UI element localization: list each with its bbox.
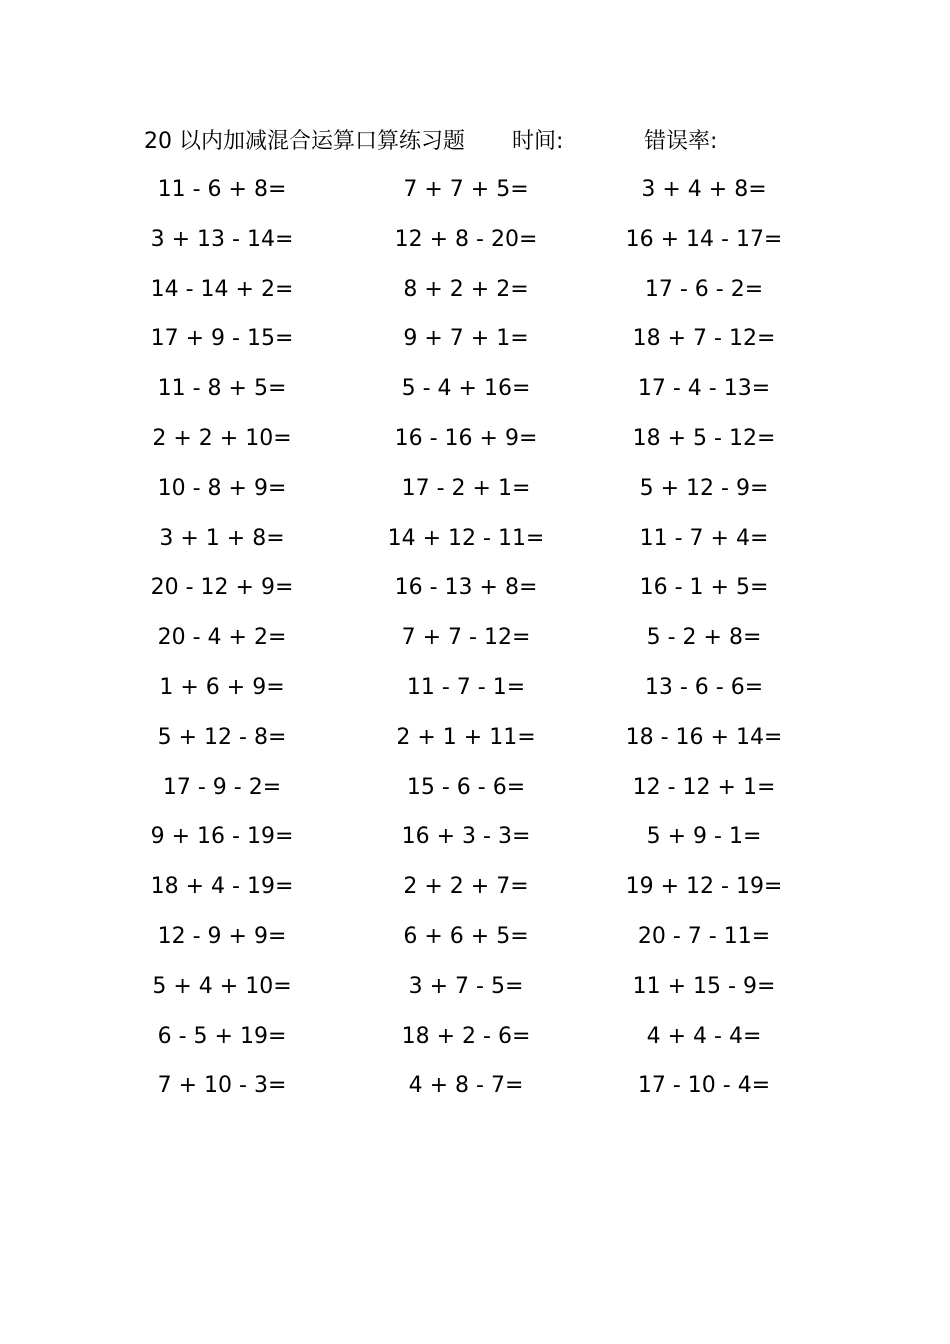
error-rate-label: 错误率: [644,129,718,154]
problem-item: 5 + 12 - 9= [639,475,769,501]
problem-item: 11 - 7 - 1= [406,674,526,700]
problem-item: 18 + 2 - 6= [401,1023,531,1049]
problem-item: 16 + 14 - 17= [625,226,783,252]
problem-item: 9 + 7 + 1= [403,326,529,352]
problem-row [0,768,950,818]
problem-item: 7 + 7 - 12= [401,625,531,651]
problem-item: 13 - 6 - 6= [644,674,764,700]
problem-row [0,319,950,369]
problem-item: 17 + 9 - 15= [150,326,294,352]
problem-item: 3 + 13 - 14= [150,226,294,252]
problem-item: 17 - 2 + 1= [401,475,531,501]
problem-item: 4 + 8 - 7= [408,1073,524,1099]
problem-row [0,170,950,220]
problem-row [0,668,950,718]
problem-item: 17 - 4 - 13= [637,376,771,402]
problem-row [0,568,950,618]
problem-item: 5 + 9 - 1= [646,824,762,850]
problem-item: 18 + 4 - 19= [150,874,294,900]
problem-item: 12 + 8 - 20= [394,226,538,252]
problem-item: 11 + 15 - 9= [632,973,776,999]
problem-item: 10 - 8 + 9= [157,475,287,501]
problem-item: 5 + 4 + 10= [152,973,292,999]
problem-row [0,867,950,917]
problem-item: 8 + 2 + 2= [403,276,529,302]
problem-item: 5 + 12 - 8= [157,724,287,750]
problem-item: 14 - 14 + 2= [150,276,294,302]
problem-item: 5 - 2 + 8= [646,625,762,651]
worksheet-title: 20 以内加减混合运算口算练习题 [144,129,465,154]
problem-row [0,618,950,668]
problem-item: 3 + 4 + 8= [641,177,767,202]
problem-item: 2 + 2 + 10= [152,425,292,451]
problem-item: 20 - 4 + 2= [157,625,287,651]
problem-item: 6 - 5 + 19= [157,1023,287,1049]
problem-item: 4 + 4 - 4= [646,1023,762,1049]
problem-item: 18 + 7 - 12= [632,326,776,352]
problem-item: 12 - 12 + 1= [632,774,776,800]
worksheet-header [0,126,950,158]
problem-item: 12 - 9 + 9= [157,923,287,949]
problem-row [0,1017,950,1067]
problem-item: 7 + 10 - 3= [157,1073,287,1099]
problem-item: 2 + 1 + 11= [396,724,536,750]
problem-item: 16 - 13 + 8= [394,575,538,601]
problem-item: 7 + 7 + 5= [403,177,529,202]
problem-item: 16 - 16 + 9= [394,425,538,451]
problem-item: 2 + 2 + 7= [403,874,529,900]
problem-row [0,917,950,967]
problem-item: 18 + 5 - 12= [632,425,776,451]
problem-item: 11 - 8 + 5= [157,376,287,402]
problem-row [0,967,950,1017]
problem-item: 20 - 7 - 11= [637,923,771,949]
problem-item: 17 - 6 - 2= [644,276,764,302]
problem-row [0,718,950,768]
problem-item: 15 - 6 - 6= [406,774,526,800]
problem-item: 6 + 6 + 5= [403,923,529,949]
problem-item: 16 - 1 + 5= [639,575,769,601]
problem-item: 19 + 12 - 19= [625,874,783,900]
problem-row [0,519,950,569]
problem-item: 3 + 1 + 8= [159,525,285,551]
problem-item: 17 - 9 - 2= [162,774,282,800]
problem-item: 14 + 12 - 11= [387,525,545,551]
problem-row [0,1066,950,1116]
problem-item: 3 + 7 - 5= [408,973,524,999]
problem-item: 20 - 12 + 9= [150,575,294,601]
problem-item: 5 - 4 + 16= [401,376,531,402]
time-label: 时间: [512,129,564,154]
problem-row [0,369,950,419]
problem-item: 11 - 7 + 4= [639,525,769,551]
problem-row [0,270,950,320]
problem-item: 17 - 10 - 4= [637,1073,771,1099]
problem-item: 9 + 16 - 19= [150,824,294,850]
problem-row [0,469,950,519]
problem-item: 1 + 6 + 9= [159,674,285,700]
problem-item: 11 - 6 + 8= [157,177,287,202]
problem-row [0,220,950,270]
problem-item: 16 + 3 - 3= [401,824,531,850]
problem-row [0,419,950,469]
problem-grid [0,170,950,1116]
problem-row [0,817,950,867]
problem-item: 18 - 16 + 14= [625,724,783,750]
